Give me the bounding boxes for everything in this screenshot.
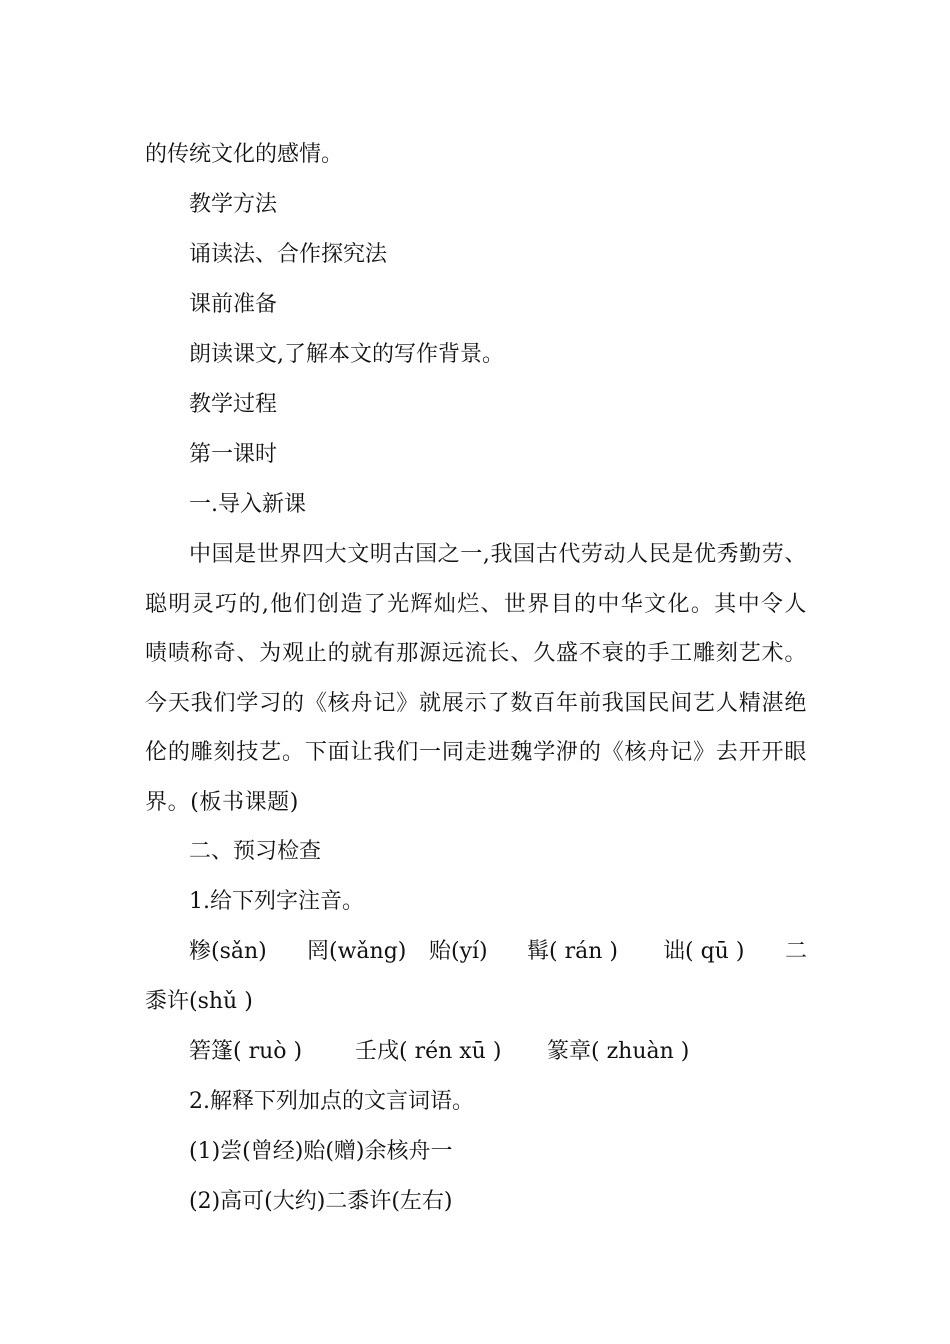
pinyin-item: 黍许(shǔ ): [145, 989, 253, 1014]
pinyin-item: 糁(sǎn): [189, 939, 267, 964]
intro-paragraph: 中国是世界四大文明古国之一,我国古代劳动人民是优秀勤劳、聪明灵巧的,他们创造了光辉灿烂、世界目的中华文化。其中令人啧啧称奇、为观止的就有那源远流长、久盛不衰的手工雕刻艺术。今天我们学习的《核舟记》就展示了数百年前我国民间艺人精湛绝伦的雕刻技艺。下面让我们一同走进魏学洢的《核舟记》去开开眼界。(板书课题): [145, 542, 807, 815]
text-line: 诵读法、合作探究法: [189, 242, 388, 267]
pinyin-item: 诎( qū ): [663, 939, 745, 964]
pinyin-item: 罔(wǎng): [307, 939, 407, 964]
pinyin-row: [145, 927, 807, 977]
section-heading: 二、预习检查: [189, 839, 322, 864]
section-heading: 第一课时: [189, 442, 278, 467]
pinyin-item: 篆章( zhuàn ): [547, 1039, 690, 1064]
question-line: 2.解释下列加点的文言词语。: [189, 1089, 474, 1114]
pinyin-item: 箬篷( ruò ): [189, 1039, 303, 1064]
pinyin-item: 贻(yí): [429, 939, 488, 964]
section-heading: 教学方法: [189, 192, 278, 217]
pinyin-item: 壬戌( rén xū ): [355, 1039, 502, 1064]
document-body: [145, 130, 807, 1227]
pinyin-item: 二: [785, 939, 808, 964]
question-line: 1.给下列字注音。: [189, 889, 364, 914]
text-line: 的传统文化的感情。: [145, 142, 344, 167]
section-heading: 教学过程: [189, 392, 278, 417]
section-heading: 一.导入新课: [189, 492, 306, 517]
pinyin-item: 髯( rán ): [527, 939, 618, 964]
pinyin-row: [145, 1027, 807, 1077]
answer-line: (1)尝(曾经)贻(赠)余核舟一: [189, 1139, 453, 1164]
section-heading: 课前准备: [189, 292, 278, 317]
text-line: 朗读课文,了解本文的写作背景。: [189, 342, 504, 367]
answer-line: (2)高可(大约)二黍许(左右): [189, 1189, 453, 1214]
